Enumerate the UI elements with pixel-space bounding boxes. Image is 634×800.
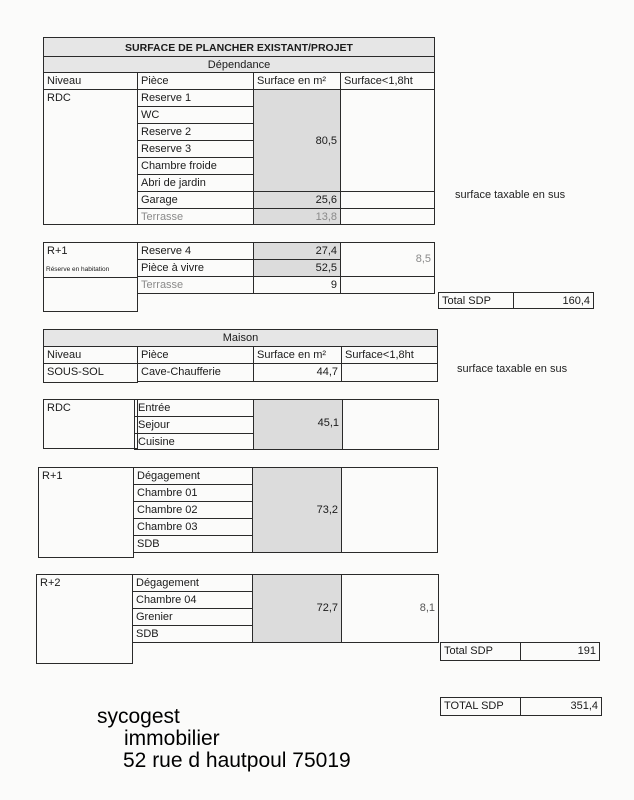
room-cuisine: Cuisine	[134, 433, 254, 450]
maison-header-surface: Surface en m²	[253, 346, 342, 364]
total-value-maison: 191	[520, 642, 600, 661]
surface-sous-sol: 44,7	[253, 363, 342, 382]
maison-header-surface-low: Surface<1,8ht	[341, 346, 438, 364]
room-chambre-04: Chambre 04	[132, 591, 253, 609]
company-name: sycogest	[97, 705, 180, 728]
low-r1: 8,5	[340, 242, 435, 277]
niveau-rdc: RDC	[43, 89, 138, 225]
maison-header-piece: Pièce	[137, 346, 254, 364]
surface-garage: 25,6	[253, 191, 341, 209]
niveau-r1-extra	[43, 277, 138, 312]
surface-piece-a-vivre: 52,5	[253, 259, 341, 277]
room-reserve-2: Reserve 2	[137, 123, 254, 141]
niveau-r1: R+1	[43, 242, 138, 278]
room-reserve-3: Reserve 3	[137, 140, 254, 158]
room-grenier: Grenier	[132, 608, 253, 626]
note-taxable-dependance: surface taxable en sus	[455, 189, 566, 201]
room-chambre-froide: Chambre froide	[137, 157, 254, 175]
room-reserve-1: Reserve 1	[137, 89, 254, 107]
room-sejour: Sejour	[134, 416, 254, 434]
room-degagement-r2: Dégagement	[132, 574, 253, 592]
room-entree: Entrée	[134, 399, 254, 417]
header-surface: Surface en m²	[253, 72, 341, 90]
room-sdb-r2: SDB	[132, 625, 253, 643]
niveau-maison-r2: R+2	[36, 574, 133, 664]
room-terrasse: Terrasse	[137, 208, 254, 225]
low-garage	[340, 191, 435, 209]
surface-maison-rdc: 45,1	[253, 399, 343, 450]
room-chambre-02: Chambre 02	[133, 501, 253, 519]
niveau-maison-rdc: RDC	[43, 399, 138, 449]
header-piece: Pièce	[137, 72, 254, 90]
note-taxable-maison: surface taxable en sus	[457, 363, 568, 375]
maison-header-niveau: Niveau	[43, 346, 138, 364]
surface-terrasse-r1: 9	[253, 276, 341, 294]
room-abri-de-jardin: Abri de jardin	[137, 174, 254, 192]
grand-total-label: TOTAL SDP	[440, 697, 521, 716]
header-surface-low: Surface<1,8ht	[340, 72, 435, 90]
total-label-dependance: Total SDP	[438, 292, 514, 309]
room-piece-a-vivre: Pièce à vivre	[137, 259, 254, 277]
room-chambre-01: Chambre 01	[133, 484, 253, 502]
low-maison-r2: 8,1	[341, 574, 439, 643]
header-niveau: Niveau	[43, 72, 138, 90]
company-type: immobilier	[124, 727, 220, 750]
grand-total-value: 351,4	[520, 697, 602, 716]
low-sous-sol	[341, 363, 438, 382]
room-sdb-r1: SDB	[133, 535, 253, 553]
table-title: SURFACE DE PLANCHER EXISTANT/PROJET	[43, 37, 435, 57]
section-dependance: Dépendance	[43, 56, 435, 73]
room-garage: Garage	[137, 191, 254, 209]
company-footer	[97, 706, 351, 772]
room-wc: WC	[137, 106, 254, 124]
room-chambre-03: Chambre 03	[133, 518, 253, 536]
total-value-dependance: 160,4	[513, 292, 594, 309]
surface-reserve-4: 27,4	[253, 242, 341, 260]
room-cave-chaufferie: Cave-Chaufferie	[137, 363, 254, 382]
surface-maison-r2: 72,7	[252, 574, 342, 643]
surface-terrasse: 13,8	[253, 208, 341, 225]
surface-maison-r1: 73,2	[252, 467, 342, 553]
niveau-maison-r1: R+1	[38, 467, 134, 558]
surface-rdc-group: 80,5	[253, 89, 341, 192]
room-terrasse-r1: Terrasse	[137, 276, 254, 294]
niveau-sous-sol: SOUS-SOL	[43, 363, 138, 383]
room-reserve-4: Reserve 4	[137, 242, 254, 260]
low-maison-r1	[341, 467, 438, 553]
room-degagement-r1: Dégagement	[133, 467, 253, 485]
company-address: 52 rue d hautpoul 75019	[123, 749, 351, 772]
niveau-r1-subnote: Réserve en habitation	[46, 266, 110, 273]
low-rdc	[340, 89, 435, 192]
low-maison-rdc	[342, 399, 439, 450]
low-r1-terrasse	[340, 276, 435, 294]
low-terrasse	[340, 208, 435, 225]
total-label-maison: Total SDP	[440, 642, 521, 661]
section-maison: Maison	[43, 329, 438, 347]
